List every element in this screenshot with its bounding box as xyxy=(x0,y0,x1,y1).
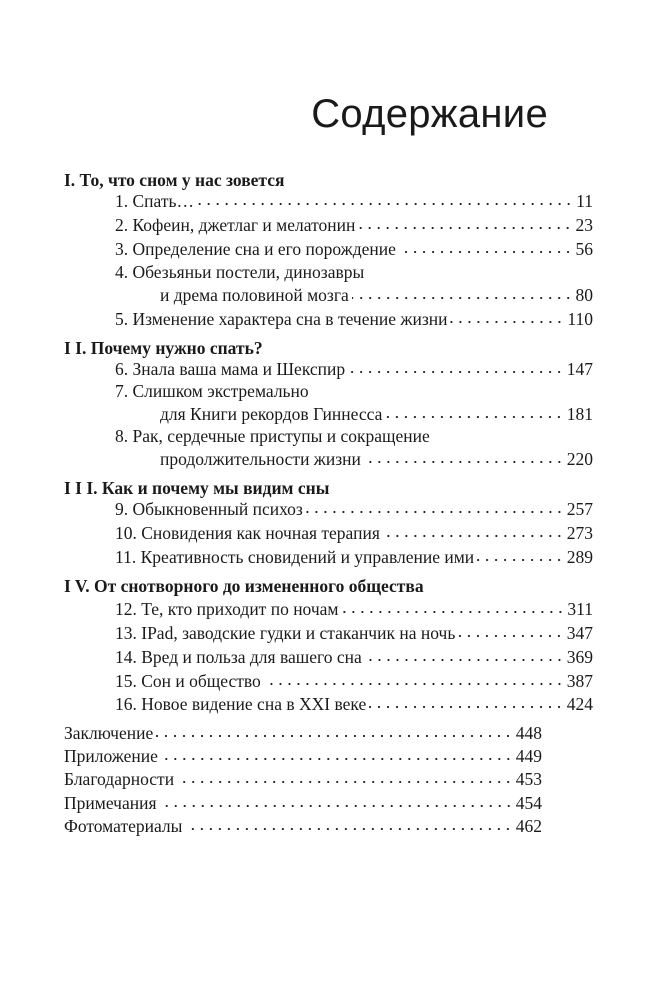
toc-entry[interactable] xyxy=(115,308,593,330)
entry-title: 13. IPad, заводские гудки и стаканчик на ночь xyxy=(115,623,456,643)
entry-title: 16. Новое видение сна в XXI веке xyxy=(115,694,367,714)
page-number: 449 xyxy=(515,746,542,766)
page-number: 80 xyxy=(575,285,593,305)
page-number: 110 xyxy=(567,309,593,329)
toc-entry[interactable] xyxy=(115,214,593,236)
page-number: 273 xyxy=(566,523,593,543)
page-number: 11 xyxy=(576,191,593,211)
dot-leader xyxy=(358,226,572,230)
page-number: 289 xyxy=(566,547,593,567)
toc-entry[interactable] xyxy=(115,358,593,380)
page-number: 424 xyxy=(566,694,593,714)
entry-title: 12. Те, кто приходит по ночам xyxy=(115,599,339,619)
dot-leader xyxy=(383,534,564,538)
dot-leader xyxy=(399,250,573,254)
toc-entry[interactable] xyxy=(115,693,593,715)
page-number: 453 xyxy=(515,769,542,789)
dot-leader xyxy=(348,370,564,374)
toc-entry[interactable] xyxy=(115,670,593,692)
toc-entry[interactable] xyxy=(160,448,593,470)
entry-title: 14. Вред и польза для вашего сна xyxy=(115,647,362,667)
dot-leader xyxy=(364,460,564,464)
entry-title: и дрема половиной мозга xyxy=(160,285,349,305)
entry-title-line: 4. Обезьяньи постели, динозавры xyxy=(115,262,365,282)
page-number: 387 xyxy=(566,671,593,691)
page-number: 454 xyxy=(515,793,542,813)
toc-entry[interactable] xyxy=(160,403,593,425)
dot-leader xyxy=(161,757,513,761)
dot-leader xyxy=(264,682,564,686)
dot-leader xyxy=(160,804,513,808)
dot-leader xyxy=(352,296,573,300)
entry-title: 11. Креативность сновидений и управление ими xyxy=(115,547,475,567)
entry-title: 2. Кофеин, джетлаг и мелатонин xyxy=(115,215,356,235)
entry-title: 5. Изменение характера сна в течение жизни xyxy=(115,309,448,329)
toc-entry[interactable] xyxy=(115,238,593,260)
page-number: 56 xyxy=(575,239,593,259)
toc-entry[interactable] xyxy=(64,815,542,837)
page-number: 257 xyxy=(566,499,593,519)
part-heading: I V. От снотворного до измененного общества xyxy=(64,576,424,596)
dot-leader xyxy=(342,610,565,614)
toc-entry[interactable] xyxy=(64,722,542,744)
entry-title: Примечания xyxy=(64,793,157,813)
page-number: 23 xyxy=(575,215,593,235)
toc-entry[interactable] xyxy=(115,646,593,668)
dot-leader xyxy=(365,658,564,662)
dot-leader xyxy=(450,320,564,324)
dot-leader xyxy=(156,734,513,738)
page-number: 462 xyxy=(515,816,542,836)
entry-title-line: 7. Слишком экстремально xyxy=(115,381,309,401)
dot-leader xyxy=(369,705,564,709)
page-number: 147 xyxy=(566,359,593,379)
entry-title: 1. Спать… xyxy=(115,191,194,211)
entry-title: для Книги рекордов Гиннесса xyxy=(160,404,383,424)
part-heading: I I. Почему нужно спать? xyxy=(64,338,263,358)
toc-entry[interactable] xyxy=(64,792,542,814)
entry-title: Заключение xyxy=(64,723,154,743)
toc-entry[interactable] xyxy=(115,546,593,568)
toc-entry[interactable] xyxy=(115,190,593,212)
part-heading: I I I. Как и почему мы видим сны xyxy=(64,478,330,498)
toc-entry[interactable] xyxy=(64,768,542,790)
toc-entry[interactable] xyxy=(115,522,593,544)
page-number: 369 xyxy=(566,647,593,667)
toc-entry[interactable] xyxy=(64,745,542,767)
entry-title: продолжительности жизни xyxy=(160,449,361,469)
entry-title: 9. Обыкновенный психоз xyxy=(115,499,303,519)
page-title: Содержание xyxy=(311,92,548,136)
dot-leader xyxy=(385,415,563,419)
entry-title: Приложение xyxy=(64,746,158,766)
entry-title: 15. Сон и общество xyxy=(115,671,261,691)
part-heading: I. То, что сном у нас зовется xyxy=(64,170,285,190)
entry-title: 6. Знала ваша мама и Шекспир xyxy=(115,359,346,379)
page-number: 181 xyxy=(566,404,593,424)
entry-title: 3. Определение сна и его порождение xyxy=(115,239,396,259)
page-number: 220 xyxy=(566,449,593,469)
dot-leader xyxy=(177,780,513,784)
dot-leader xyxy=(306,510,564,514)
entry-title: 10. Сновидения как ночная терапия xyxy=(115,523,380,543)
entry-title: Благодарности xyxy=(64,769,175,789)
page-number: 448 xyxy=(515,723,542,743)
page-number: 347 xyxy=(566,623,593,643)
toc-entry[interactable] xyxy=(115,598,593,620)
entry-title: Фотоматериалы xyxy=(64,816,183,836)
entry-title-line: 8. Рак, сердечные приступы и сокращение xyxy=(115,426,430,446)
dot-leader xyxy=(197,202,573,206)
dot-leader xyxy=(458,634,563,638)
page-number: 311 xyxy=(567,599,593,619)
toc-entry[interactable] xyxy=(115,498,593,520)
toc-entry[interactable] xyxy=(160,284,593,306)
dot-leader xyxy=(185,827,512,831)
dot-leader xyxy=(477,558,564,562)
toc-entry[interactable] xyxy=(115,622,593,644)
